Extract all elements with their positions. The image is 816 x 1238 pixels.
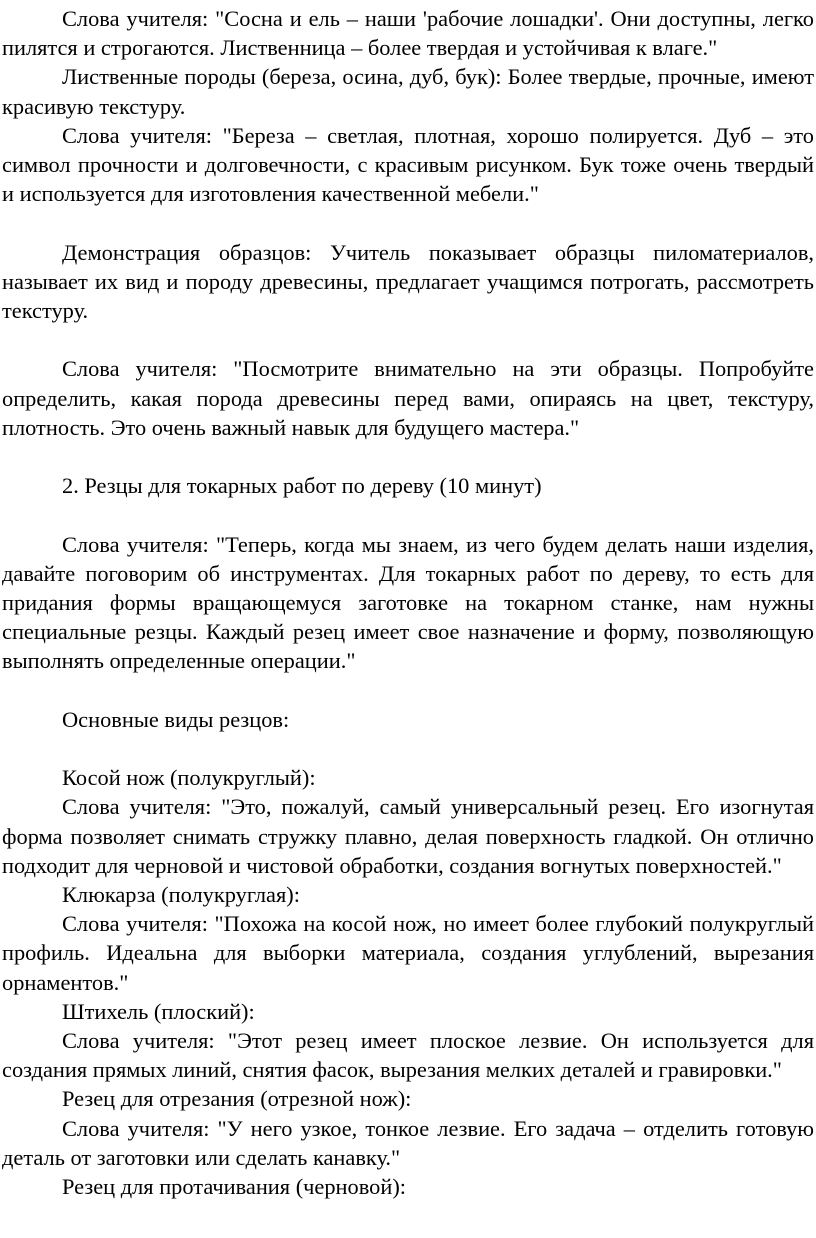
paragraph-birch-oak-beech: Слова учителя: "Береза – светлая, плотная, хорошо полируется. Дуб – это символ прочности и долговечности, с красивым рисунком. Бук тоже очень твердый и используется для изготовления качественной мебели."	[2, 122, 814, 207]
paragraph-identify-wood: Слова учителя: "Посмотрите внимательно на эти образцы. Попробуйте определить, какая порода древесины перед вами, опираясь на цвет, текстуру, плотность. Это очень важный навык для будущего мастера."	[2, 356, 814, 440]
paragraph-spacer	[2, 676, 814, 705]
paragraph-pine-spruce: Слова учителя: "Сосна и ель – наши 'рабочие лошадки'. Они доступны, легко пилятся и строгаются. Лиственница – более твердая и устойчивая к влаге."	[2, 6, 814, 61]
section-heading-cutters: 2. Резцы для токарных работ по дереву (10 минут)	[62, 473, 542, 499]
paragraph-parting-tool: Слова учителя: "У него узкое, тонкое лезвие. Его задача – отделить готовую деталь от заготовки или сделать канавку."	[2, 1115, 814, 1170]
paragraph-skew-knife: Слова учителя: "Это, пожалуй, самый универсальный резец. Его изогнутая форма позволяет снимать стружку плавно, делая поверхность гладкой. Он отлично подходит для черновой и чистовой обработки, создания вогнутых поверхностей."	[2, 794, 814, 878]
tool-heading-klyukarza: Клюкарза (полукруглая):	[62, 882, 300, 907]
tool-heading-skew-knife: Косой нож (полукруглый):	[62, 765, 316, 791]
tool-heading-parting-tool: Резец для отрезания (отрезной нож):	[62, 1086, 412, 1112]
paragraph-spacer	[2, 442, 814, 471]
paragraph-sample-demo: Демонстрация образцов: Учитель показывает образцы пиломатериалов, называет их вид и породу древесины, предлагает учащимся потрогать, рассмотреть текстуру.	[2, 239, 814, 324]
paragraph-klyukarza: Слова учителя: "Похожа на косой нож, но имеет более глубокий полукруглый профиль. Идеальна для выборки материала, создания углублений, вырезания орнаментов."	[2, 911, 814, 995]
paragraph-shtikhel: Слова учителя: "Этот резец имеет плоское лезвие. Он используется для создания прямых линий, снятия фасок, вырезания мелких деталей и гравировки."	[2, 1028, 814, 1083]
paragraph-spacer	[2, 325, 814, 354]
paragraph-spacer	[2, 734, 814, 763]
paragraph-tools-intro: Слова учителя: "Теперь, когда мы знаем, из чего будем делать наши изделия, давайте поговорим об инструментах. Для токарных работ по дереву, то есть для придания формы вращающемуся заготовке на токарном станке, нам нужны специальные резцы. Каждый резец имеет свое назначение и форму, позволяющую выполнять определенные операции."	[2, 531, 814, 674]
paragraph-cutter-types: Основные виды резцов:	[62, 706, 290, 732]
document-body	[2, 4, 814, 1201]
tool-heading-shtikhel: Штихель (плоский):	[62, 998, 255, 1024]
paragraph-hardwoods: Лиственные породы (береза, осина, дуб, бук): Более твердые, прочные, имеют красивую текстуру.	[2, 64, 814, 119]
paragraph-spacer	[2, 208, 814, 237]
tool-heading-roughing-tool: Резец для протачивания (черновой):	[62, 1174, 406, 1200]
paragraph-spacer	[2, 500, 814, 529]
